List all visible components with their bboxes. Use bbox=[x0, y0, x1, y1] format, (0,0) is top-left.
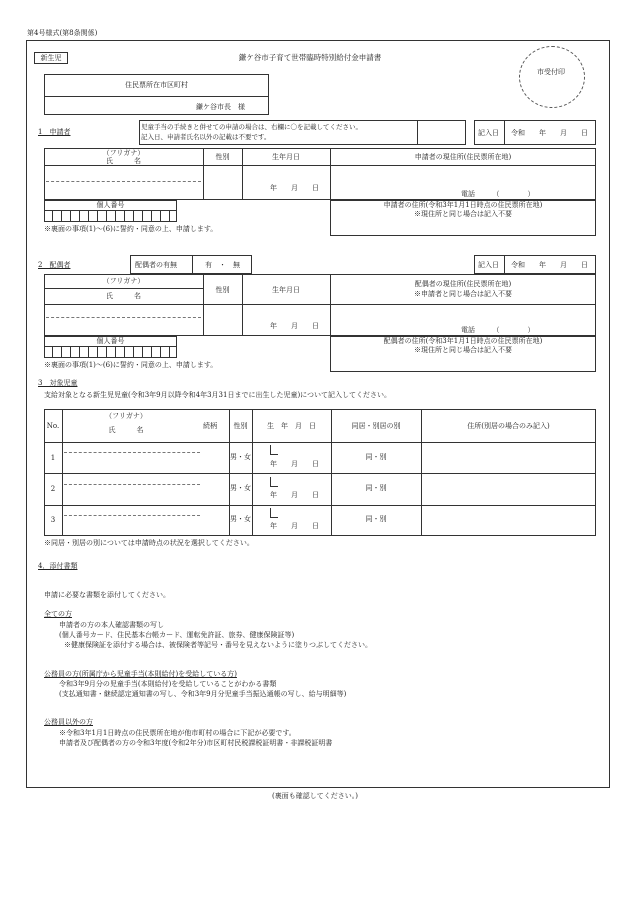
applicant-furigana-input[interactable] bbox=[44, 166, 203, 180]
children-col-address: 住所(別居の場合のみ記入) bbox=[467, 422, 550, 430]
spouse-address-header: 配偶者の現住所(住民票所在地) bbox=[414, 280, 512, 288]
children-col-cohab: 同居・別居の別 bbox=[351, 422, 401, 430]
applicant-mynumber-cells[interactable] bbox=[44, 211, 177, 222]
spouse-presence-value[interactable]: 有 ・ 無 bbox=[205, 261, 240, 269]
footer-note: (裏面も確認してください。) bbox=[272, 792, 358, 800]
spouse-presence-label: 配偶者の有無 bbox=[135, 261, 177, 269]
applicant-dob-value: 年 月 日 bbox=[270, 184, 319, 192]
applicant-phone: 電話 （ ） bbox=[461, 190, 535, 198]
form-number: 第4号様式(第8条関係) bbox=[27, 29, 98, 37]
attachments-all-2: (個人番号カード、住民基本台帳カード、運転免許証、旅券、健康保険証等) bbox=[59, 631, 295, 639]
child-3-address-input[interactable] bbox=[422, 506, 595, 535]
applicant-address-input[interactable] bbox=[331, 166, 595, 188]
spouse-mynumber-cells[interactable] bbox=[44, 347, 177, 358]
child-3-cohab[interactable]: 同・別 bbox=[365, 515, 387, 523]
attachments-nonpublic-2: 申請者及び配偶者の方の令和3年度(令和2年分)市区町村民税課税証明書・非課税証明書 bbox=[59, 739, 333, 747]
child-1-address-input[interactable] bbox=[422, 443, 595, 472]
children-col-relation: 続柄 bbox=[203, 422, 217, 430]
children-intro: 支給対象となる新生児児童(令和3年9月以降令和4年3月31日までに出生した児童)について記入してください。 bbox=[44, 391, 392, 399]
applicant-address-header: 申請者の現住所(住民票所在地) bbox=[414, 153, 512, 161]
spouse-gender-header: 性別 bbox=[215, 286, 230, 294]
mayor-addressee: 鎌ケ谷市長 様 bbox=[196, 103, 245, 111]
applicant-date-label: 記入日 bbox=[478, 129, 499, 137]
attachments-nonpublic-1: ※令和3年1月1日時点の住民票所在地が他市町村の場合に下記が必要です。 bbox=[59, 729, 296, 737]
children-col-dob: 生 年 月 日 bbox=[267, 422, 316, 430]
child-1-no: 1 bbox=[50, 454, 56, 462]
spouse-heading: 2 配偶者 bbox=[38, 261, 71, 269]
spouse-address-input[interactable] bbox=[331, 305, 595, 325]
child-1-dob: 年 月 日 bbox=[270, 460, 319, 468]
reception-stamp bbox=[519, 46, 585, 108]
child-2-dob: 年 月 日 bbox=[270, 491, 319, 499]
applicant-mynumber-label: 個人番号 bbox=[96, 201, 125, 209]
applicant-date-value: 令和 年 月 日 bbox=[511, 129, 588, 137]
spouse-prior-address-header: 配偶者の住所(令和3年1月1日時点の住民票所在地) bbox=[383, 337, 543, 345]
attachments-public-1: 令和3年9月分の児童手当(本則給付)を受給していることがわかる書類 bbox=[59, 680, 277, 688]
spouse-address-note: ※申請者と同じ場合は記入不要 bbox=[414, 290, 512, 298]
children-heading: 3 対象児童 bbox=[38, 379, 78, 387]
attachments-heading: 4．添付書類 bbox=[38, 562, 78, 570]
spouse-furigana-header: （フリガナ） bbox=[102, 277, 145, 285]
applicant-note-1: 児童手当の手続きと併せての申請の場合は、右欄に〇を記載してください。 bbox=[141, 123, 362, 131]
spouse-name-input[interactable] bbox=[44, 318, 203, 335]
spouse-prior-address-note: ※現住所と同じ場合は記入不要 bbox=[414, 346, 512, 354]
attachments-all-heading: 全ての方 bbox=[44, 610, 72, 618]
stamp-label: 市受付印 bbox=[537, 68, 565, 76]
spouse-date-value: 令和 年 月 日 bbox=[511, 261, 588, 269]
spouse-date-label: 記入日 bbox=[478, 261, 499, 269]
child-2-cohab[interactable]: 同・別 bbox=[365, 484, 387, 492]
child-2-no: 2 bbox=[50, 485, 56, 493]
children-col-name: 氏 名 bbox=[108, 426, 144, 434]
applicant-consent: ※裏面の事項(1)～(6)に誓約・同意の上、申請します。 bbox=[44, 225, 218, 233]
applicant-note-2: 記入日、申請者氏名以外の記載は不要です。 bbox=[141, 133, 271, 141]
applicant-heading: 1 申請者 bbox=[38, 128, 71, 136]
newborn-badge: 新生児 bbox=[34, 52, 68, 64]
children-col-furigana: （フリガナ） bbox=[105, 412, 147, 420]
spouse-dob-header: 生年月日 bbox=[272, 286, 300, 294]
child-1-cohab[interactable]: 同・別 bbox=[365, 453, 387, 461]
spouse-consent: ※裏面の事項(1)～(6)に誓約・同意の上、申請します。 bbox=[44, 361, 218, 369]
spouse-phone: 電話 （ ） bbox=[461, 326, 535, 334]
child-3-name-input[interactable] bbox=[63, 506, 229, 535]
child-3-no: 3 bbox=[50, 516, 56, 524]
child-3-dob: 年 月 日 bbox=[270, 522, 319, 530]
applicant-dob-header: 生年月日 bbox=[272, 153, 300, 161]
form-title: 鎌ケ谷市子育て世帯臨時特別給付金申請書 bbox=[238, 53, 382, 62]
applicant-prior-address-header: 申請者の住所(令和3年1月1日時点の住民票所在地) bbox=[383, 201, 543, 209]
child-1-name-input[interactable] bbox=[63, 443, 229, 472]
spouse-dob-value: 年 月 日 bbox=[270, 322, 319, 330]
municipality-label: 住民票所在市区町村 bbox=[125, 81, 188, 89]
attachments-all-3: ※健康保険証を添付する場合は、被保険者等記号・番号を見えないように塗りつぶしてください。 bbox=[64, 641, 372, 649]
attachments-nonpublic-heading: 公務員以外の方 bbox=[44, 718, 93, 726]
child-2-address-input[interactable] bbox=[422, 474, 595, 504]
applicant-name-input[interactable] bbox=[44, 183, 203, 199]
spouse-furigana-input[interactable] bbox=[44, 305, 203, 316]
child-2-gender[interactable]: 男・女 bbox=[230, 484, 251, 492]
attachments-all-1: 申請者の方の本人確認書類の写し bbox=[59, 621, 164, 629]
spouse-mynumber-label: 個人番号 bbox=[96, 337, 125, 345]
children-col-gender: 性別 bbox=[233, 422, 248, 430]
spouse-name-header: 氏 名 bbox=[106, 292, 141, 300]
child-2-name-input[interactable] bbox=[63, 474, 229, 504]
children-col-no: No. bbox=[46, 422, 60, 430]
attachments-public-heading: 公務員の方(所属庁から児童手当(本則給付)を受給している方) bbox=[44, 670, 237, 678]
attachments-public-2: (支払通知書・継続認定通知書の写し、令和3年9月分児童手当振込通帳の写し、給与明細等) bbox=[59, 690, 347, 698]
applicant-name-header: 氏 名 bbox=[106, 157, 141, 165]
attachments-intro: 申請に必要な書類を添付してください。 bbox=[44, 591, 170, 599]
children-note: ※同居・別居の別については申請時点の状況を選択してください。 bbox=[44, 539, 254, 547]
child-3-gender[interactable]: 男・女 bbox=[230, 515, 251, 523]
child-1-gender[interactable]: 男・女 bbox=[230, 453, 251, 461]
applicant-furigana-header: （フリガナ） bbox=[102, 149, 145, 157]
with-child-allowance-checkbox[interactable] bbox=[417, 120, 466, 145]
applicant-gender-header: 性別 bbox=[215, 153, 230, 161]
applicant-prior-address-note: ※現住所と同じ場合は記入不要 bbox=[414, 210, 512, 218]
